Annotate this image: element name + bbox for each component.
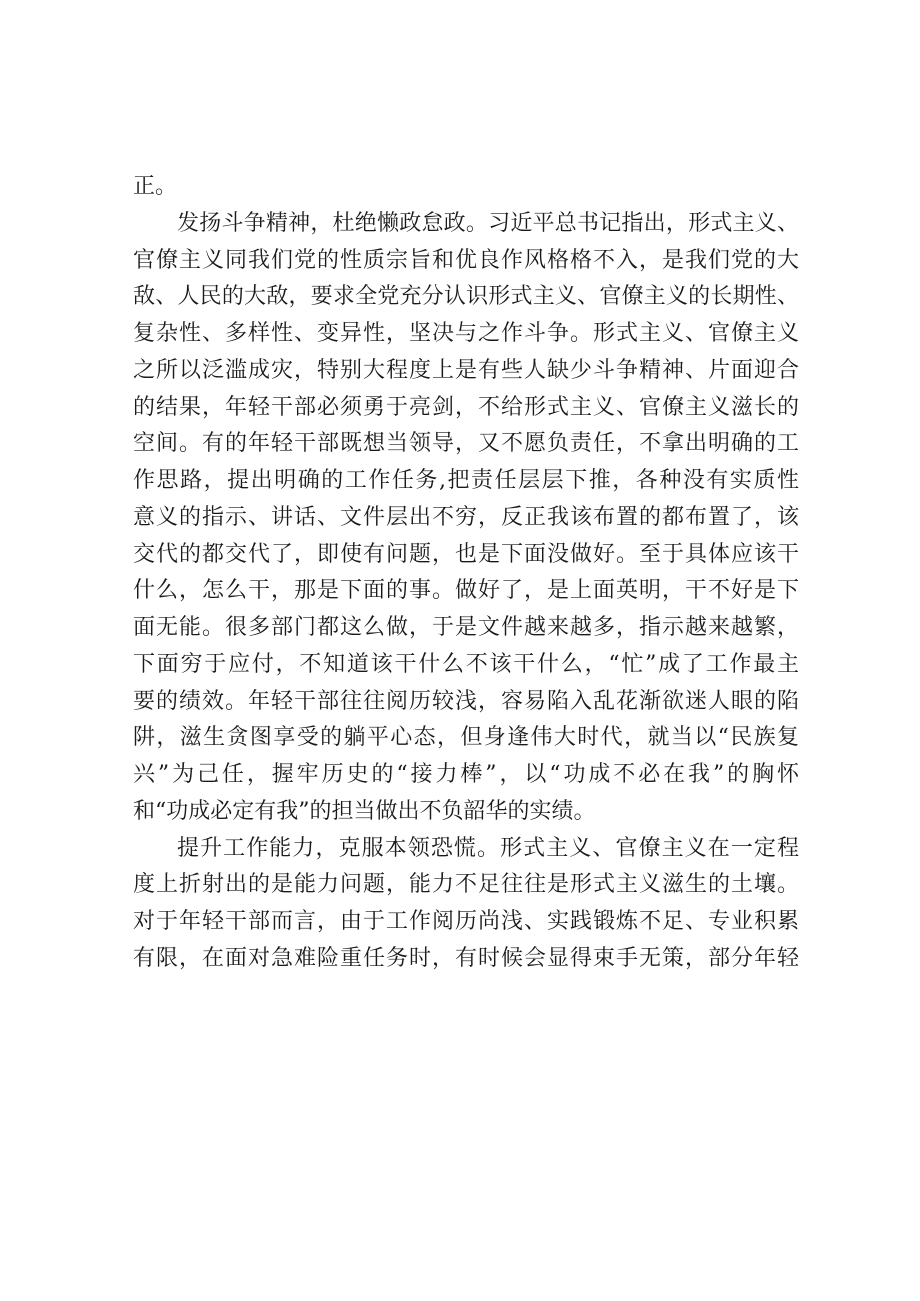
text-line: 要的绩效。年轻干部往往阅历较浅，容易陷入乱花渐欲迷人眼的陷 xyxy=(133,688,799,714)
text-line: 阱，滋生贪图享受的躺平心态，但身逢伟大时代，就当以“民族复 xyxy=(133,725,799,751)
text-line: 什么，怎么干，那是下面的事。做好了，是上面英明，干不好是下 xyxy=(133,578,799,604)
text-line: 交代的都交代了，即使有问题，也是下面没做好。至于具体应该干 xyxy=(133,541,799,567)
text-line: 空间。有的年轻干部既想当领导，又不愿负责任，不拿出明确的工 xyxy=(133,431,799,457)
text-line: 之所以泛滥成灾，特别大程度上是有些人缺少斗争精神、片面迎合 xyxy=(133,357,799,383)
text-line: 和“功成必定有我”的担当做出不负韶华的实绩。 xyxy=(133,798,596,824)
text-line: 对于年轻干部而言，由于工作阅历尚浅、实践锻炼不足、专业积累 xyxy=(133,909,799,934)
text-line: 兴”为己任，握牢历史的“接力棒”，以“功成不必在我”的胸怀 xyxy=(133,762,799,787)
text-line: 意义的指示、讲话、文件层出不穷，反正我该布置的都布置了，该 xyxy=(133,504,799,530)
text-line: 的结果，年轻干部必须勇于亮剑，不给形式主义、官僚主义滋长的 xyxy=(133,394,799,420)
text-line: 作思路，提出明确的工作任务,把责任层层下推，各种没有实质性 xyxy=(133,468,799,493)
body-text xyxy=(133,169,799,978)
text-line: 提升工作能力，克服本领恐慌。形式主义、官僚主义在一定程 xyxy=(177,835,799,861)
text-line: 复杂性、多样性、变异性，坚决与之作斗争。形式主义、官僚主义 xyxy=(133,321,799,346)
text-line: 官僚主义同我们党的性质宗旨和优良作风格格不入，是我们党的大 xyxy=(133,247,799,273)
text-line: 下面穷于应付，不知道该干什么不该干什么，“忙”成了工作最主 xyxy=(133,651,799,677)
text-line: 有限，在面对急难险重任务时，有时候会显得束手无策，部分年轻 xyxy=(133,945,799,971)
text-line: 度上折射出的是能力问题，能力不足往往是形式主义滋生的土壤。 xyxy=(133,872,799,898)
text-line: 正。 xyxy=(133,174,178,199)
text-line: 敌、人民的大敌，要求全党充分认识形式主义、官僚主义的长期性、 xyxy=(133,284,799,310)
text-line: 发扬斗争精神，杜绝懒政怠政。习近平总书记指出，形式主义、 xyxy=(177,210,799,236)
text-line: 面无能。很多部门都这么做，于是文件越来越多，指示越来越繁， xyxy=(133,615,799,640)
